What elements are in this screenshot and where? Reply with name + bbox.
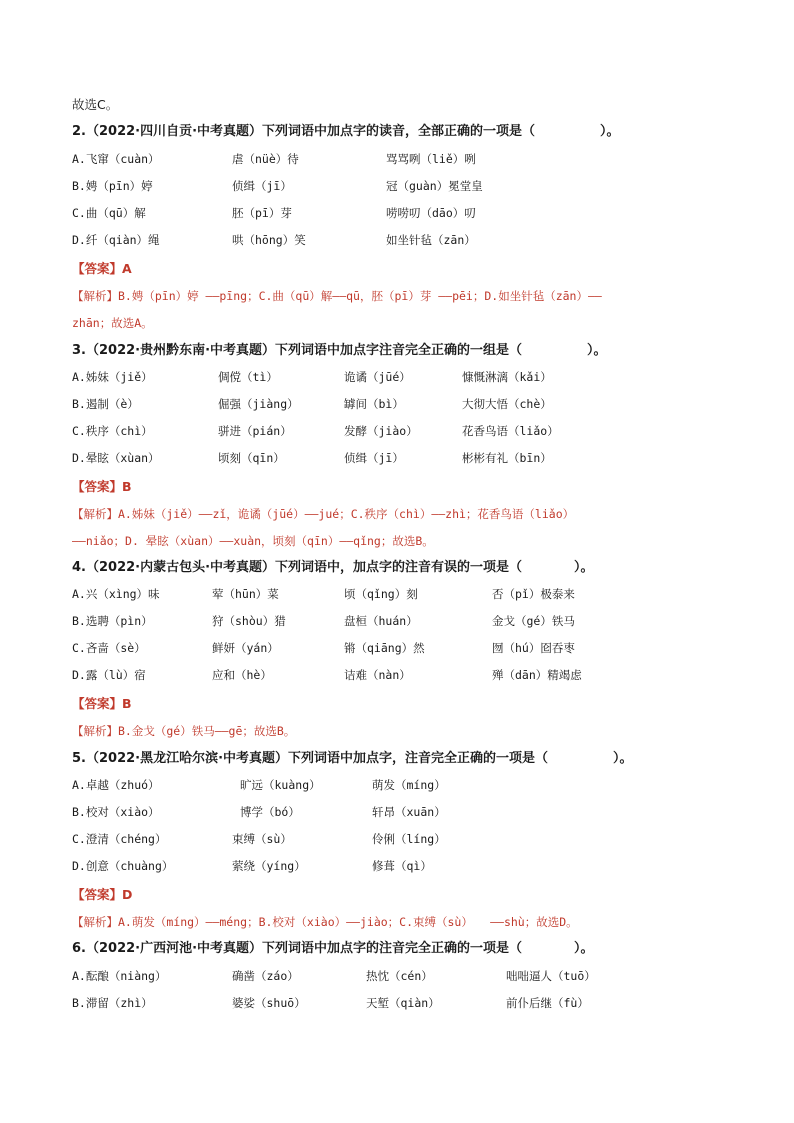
option-d-4: 彬彬有礼（bīn） [462,451,552,465]
option-b-3: 天堑（qiàn） [366,996,440,1010]
option-d-2: 萦绕（yíng） [232,859,306,873]
option-b-1: B.校对（xiào） [72,805,160,819]
option-a-1: A.姊妹（jiě） [72,370,153,384]
option-a-4: 慷慨淋漓（kǎi） [462,370,552,384]
option-d-3: 修葺（qì） [372,859,432,873]
question-2-title: 2.（2022·四川自贡·中考真题）下列词语中加点字的读音，全部正确的一项是（ ）。 [72,124,620,139]
option-a-3: 萌发（míng） [372,778,446,792]
option-b-1: B.选聘（pìn） [72,614,153,628]
option-c-1: C.曲（qū）解 [72,206,146,220]
option-d-2: 哄（hōng）笑 [232,233,306,247]
question-3-title: 3.（2022·贵州黔东南·中考真题）下列词语中加点字注音完全正确的一组是（ ）。 [72,343,607,358]
question-4-answer: 【答案】B [72,696,132,711]
option-b-3: 轩昂（xuān） [372,805,446,819]
option-d-1: D.创意（chuàng） [72,859,174,873]
option-c-1: C.秩序（chì） [72,424,153,438]
question-6-title: 6.（2022·广西河池·中考真题）下列词语中加点字的注音完全正确的一项是（ ）。 [72,941,594,956]
question-5-title: 5.（2022·黑龙江哈尔滨·中考真题）下列词语中加点字，注音完全正确的一项是（ ）。 [72,751,633,766]
question-4-title: 4.（2022·内蒙古包头·中考真题）下列词语中，加点字的注音有误的一项是（ ）。 [72,560,594,575]
question-4-analysis-line-1: 【解析】B.金戈（gé）铁马——gē；故选B。 [72,724,296,738]
option-c-2: 束缚（sù） [232,832,292,846]
option-d-4: 殚（dān）精竭虑 [492,668,582,682]
option-d-3: 诘难（nàn） [344,668,411,682]
option-a-2: 荤（hūn）菜 [212,587,279,601]
option-b-2: 侦缉（jī） [232,179,292,193]
option-a-2: 倜傥（tì） [218,370,278,384]
option-b-4: 金戈（gé）铁马 [492,614,575,628]
option-a-2: 确凿（záo） [232,969,299,983]
option-b-2: 狩（shòu）猎 [212,614,286,628]
option-a-1: A.卓越（zhuó） [72,778,160,792]
option-b-1: B.遏制（è） [72,397,139,411]
option-d-2: 顷刻（qīn） [218,451,285,465]
option-a-4: 咄咄逼人（tuō） [506,969,596,983]
question-3-answer: 【答案】B [72,479,132,494]
question-2-analysis-line-1: 【解析】B.娉（pīn）婷 ——pīng；C.曲（qū）解——qū，胚（pī）芽 ——pēi；D.如坐针毡（zān）—— [72,289,602,303]
question-3-analysis-line-1: 【解析】A.姊妹（jiě）——zǐ，诡谲（jūé）——jué；C.秩序（chì）——zhì；花香鸟语（liǎo） [72,507,575,521]
option-c-2: 鲜妍（yán） [212,641,279,655]
option-a-3: 骂骂咧（liě）咧 [386,152,476,166]
question-5-answer: 【答案】D [72,887,133,902]
option-b-3: 盘桓（huán） [344,614,418,628]
previous-conclusion: 故选C。 [72,97,119,112]
option-d-1: D.露（lù）宿 [72,668,146,682]
option-b-1: B.滞留（zhì） [72,996,153,1010]
option-d-1: D.纤（qiàn）绳 [72,233,160,247]
option-b-3: 罅间（bì） [344,397,404,411]
option-c-2: 骈进（pián） [218,424,292,438]
option-a-1: A.飞窜（cuàn） [72,152,160,166]
option-a-1: A.酝酿（niàng） [72,969,167,983]
option-a-3: 热忱（cén） [366,969,433,983]
question-2-answer: 【答案】A [72,261,132,276]
question-2-analysis-line-2: zhān；故选A。 [72,316,153,330]
option-a-4: 否（pǐ）极泰来 [492,587,575,601]
option-c-4: 囫（hú）囵吞枣 [492,641,575,655]
option-d-2: 应和（hè） [212,668,272,682]
option-a-2: 旷远（kuàng） [240,778,321,792]
option-b-2: 倔强（jiàng） [218,397,299,411]
option-d-3: 侦缉（jī） [344,451,404,465]
option-c-1: C.澄清（chéng） [72,832,167,846]
option-b-4: 大彻大悟（chè） [462,397,552,411]
option-a-2: 虐（nüè）待 [232,152,299,166]
option-c-3: 唠唠叨（dāo）叨 [386,206,476,220]
option-c-3: 伶俐（líng） [372,832,446,846]
option-a-3: 诡谲（jūé） [344,370,411,384]
option-c-2: 胚（pī）芽 [232,206,292,220]
option-b-1: B.娉（pīn）婷 [72,179,153,193]
option-d-1: D.晕眩（xùan） [72,451,160,465]
option-b-2: 婆娑（shuō） [232,996,306,1010]
question-3-analysis-line-2: ——niǎo；D. 晕眩（xùan）——xuàn，顷刻（qīn）——qǐng；故选B。 [72,534,434,548]
option-b-2: 博学（bó） [240,805,300,819]
option-a-1: A.兴（xìng）味 [72,587,160,601]
option-c-3: 发酵（jiào） [344,424,418,438]
option-d-3: 如坐针毡（zān） [386,233,476,247]
option-c-1: C.吝啬（sè） [72,641,146,655]
option-c-4: 花香鸟语（liǎo） [462,424,559,438]
option-b-4: 前仆后继（fù） [506,996,589,1010]
option-c-3: 锵（qiāng）然 [344,641,425,655]
question-5-analysis-line-1: 【解析】A.萌发（míng）——méng；B.校对（xiào）——jiào；C.束缚（sù） ——shù；故选D。 [72,915,578,929]
option-b-3: 冠（guàn）冕堂皇 [386,179,483,193]
option-a-3: 顷（qǐng）刻 [344,587,418,601]
